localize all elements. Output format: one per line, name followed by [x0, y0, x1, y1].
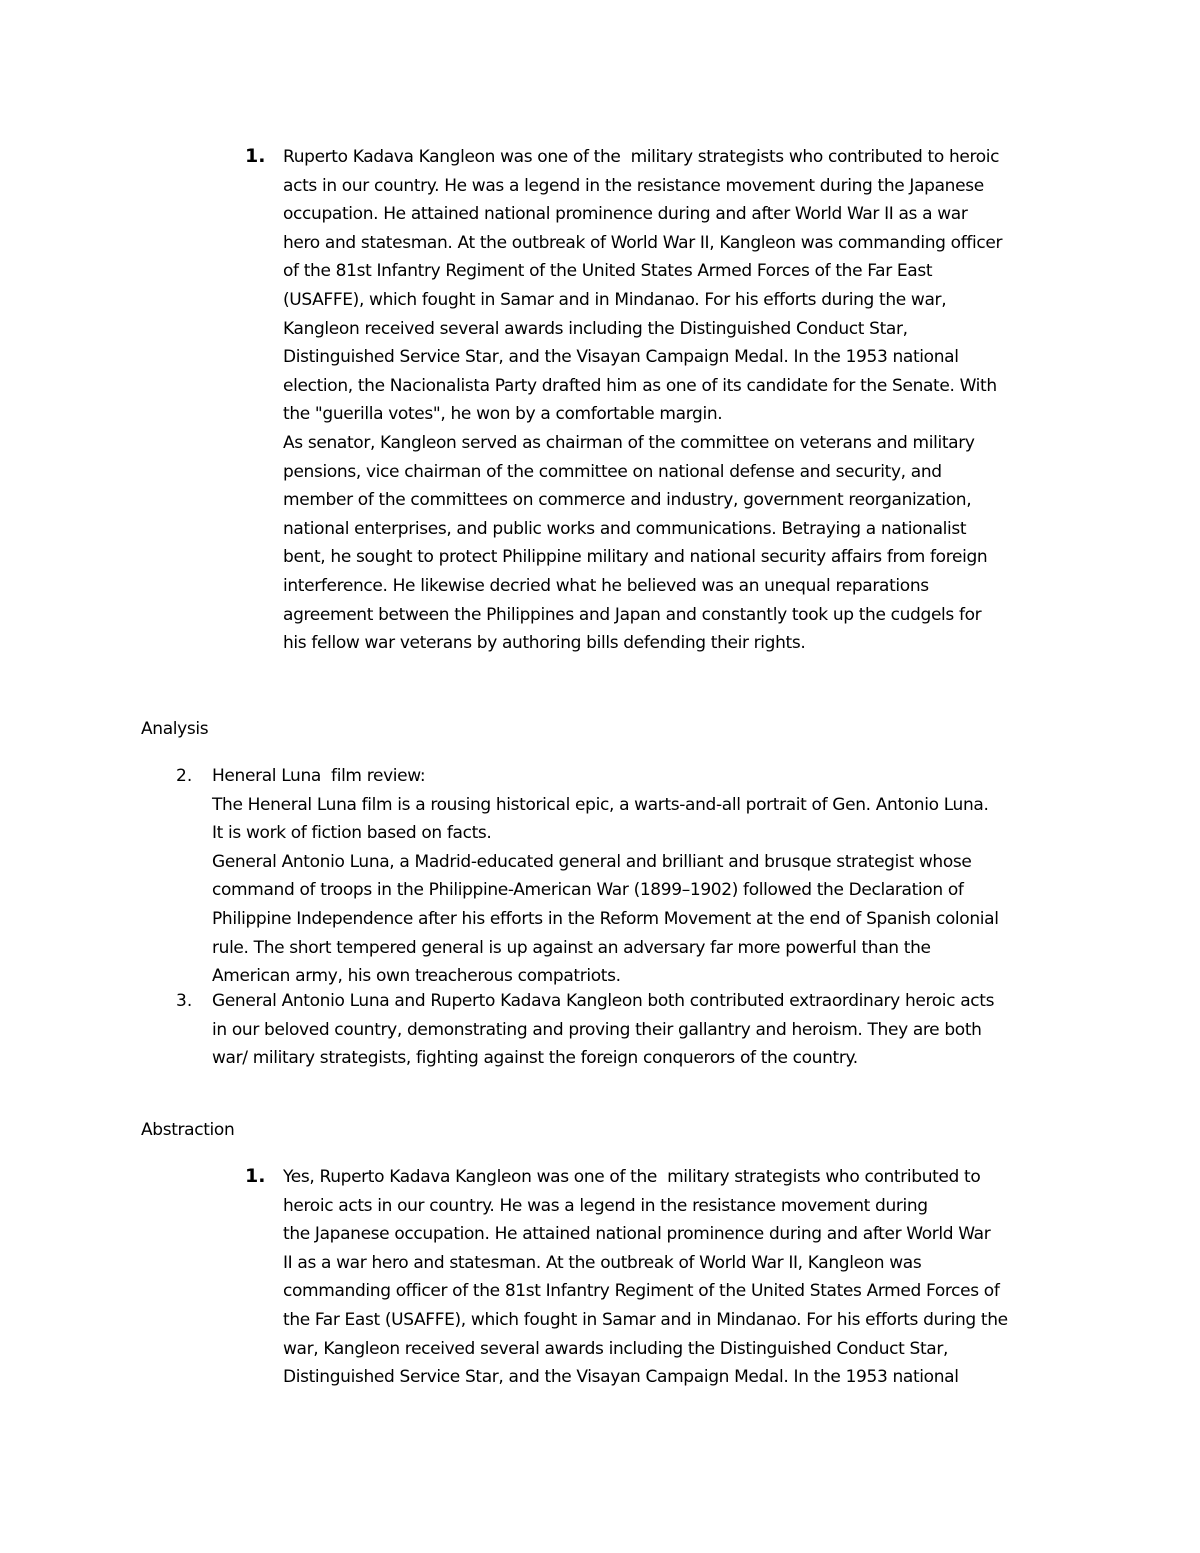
text-line: Yes, Ruperto Kadava Kangleon was one of the military strategists who contributed to — [283, 1167, 981, 1187]
text-line: Distinguished Service Star, and the Visayan Campaign Medal. In the 1953 national — [283, 347, 959, 368]
text-line: election, the Nacionalista Party drafted him as one of its candidate for the Senate. With — [283, 375, 997, 396]
text-line: Philippine Independence after his efforts in the Reform Movement at the end of Spanish colonial — [212, 908, 999, 929]
text-line: American army, his own treacherous compatriots. — [212, 966, 621, 987]
text-line: Distinguished Service Star, and the Visayan Campaign Medal. In the 1953 national — [283, 1367, 959, 1388]
abstraction-heading: Abstraction — [141, 1120, 235, 1140]
text-line: Ruperto Kadava Kangleon was one of the military strategists who contributed to heroic — [283, 147, 1000, 167]
text-line: of the 81st Infantry Regiment of the United States Armed Forces of the Far East — [283, 261, 933, 282]
text-line: As senator, Kangleon served as chairman of the committee on veterans and military — [283, 432, 975, 453]
text-line: member of the committees on commerce and industry, government reorganization, — [283, 490, 972, 511]
text-line: General Antonio Luna and Ruperto Kadava Kangleon both contributed extraordinary heroic acts — [212, 991, 995, 1011]
text-line: It is work of fiction based on facts. — [212, 823, 492, 844]
list-marker-1: 1. — [245, 145, 266, 167]
text-line: agreement between the Philippines and Japan and constantly took up the cudgels for — [283, 604, 982, 625]
abstraction-paragraph — [283, 1163, 1083, 1392]
text-line: interference. He likewise decried what he believed was an unequal reparations — [283, 575, 929, 596]
text-line: war, Kangleon received several awards including the Distinguished Conduct Star, — [283, 1338, 949, 1359]
film-review-paragraph — [212, 762, 1092, 991]
list-marker-2: 2. — [176, 766, 193, 786]
list-marker-abstraction-1: 1. — [245, 1165, 266, 1187]
text-line: occupation. He attained national prominence during and after World War II as a war — [283, 204, 968, 225]
section-1-paragraph — [283, 143, 1083, 658]
text-line: Heneral Luna film review: — [212, 766, 426, 786]
text-line: commanding officer of the 81st Infantry Regiment of the United States Armed Forces of — [283, 1281, 1000, 1302]
text-line: bent, he sought to protect Philippine military and national security affairs from foreign — [283, 547, 988, 568]
text-line: pensions, vice chairman of the committee on national defense and security, and — [283, 461, 942, 482]
text-line: the Japanese occupation. He attained national prominence during and after World War — [283, 1224, 991, 1245]
text-line: the "guerilla votes", he won by a comfortable margin. — [283, 404, 723, 425]
text-line: his fellow war veterans by authoring bills defending their rights. — [283, 633, 806, 654]
text-line: Kangleon received several awards including the Distinguished Conduct Star, — [283, 318, 908, 339]
text-line: the Far East (USAFFE), which fought in Samar and in Mindanao. For his efforts during the — [283, 1309, 1008, 1330]
text-line: (USAFFE), which fought in Samar and in Mindanao. For his efforts during the war, — [283, 289, 947, 310]
comparison-paragraph — [212, 987, 1092, 1073]
text-line: II as a war hero and statesman. At the outbreak of World War II, Kangleon was — [283, 1252, 922, 1273]
analysis-heading: Analysis — [141, 719, 209, 739]
list-marker-3: 3. — [176, 991, 193, 1011]
text-line: hero and statesman. At the outbreak of World War II, Kangleon was commanding officer — [283, 232, 1003, 253]
text-line: General Antonio Luna, a Madrid-educated general and brilliant and brusque strategist whose — [212, 851, 972, 872]
text-line: heroic acts in our country. He was a legend in the resistance movement during — [283, 1195, 928, 1216]
text-line: command of troops in the Philippine-American War (1899–1902) followed the Declaration of — [212, 880, 964, 901]
text-line: rule. The short tempered general is up against an adversary far more powerful than the — [212, 937, 931, 958]
text-line: war/ military strategists, fighting against the foreign conquerors of the country. — [212, 1048, 858, 1069]
text-line: national enterprises, and public works and communications. Betraying a nationalist — [283, 518, 967, 539]
text-line: acts in our country. He was a legend in the resistance movement during the Japanese — [283, 175, 984, 196]
text-line: in our beloved country, demonstrating and proving their gallantry and heroism. They are both — [212, 1019, 982, 1040]
text-line: The Heneral Luna film is a rousing historical epic, a warts-and-all portrait of Gen. Antonio Luna. — [212, 794, 989, 815]
